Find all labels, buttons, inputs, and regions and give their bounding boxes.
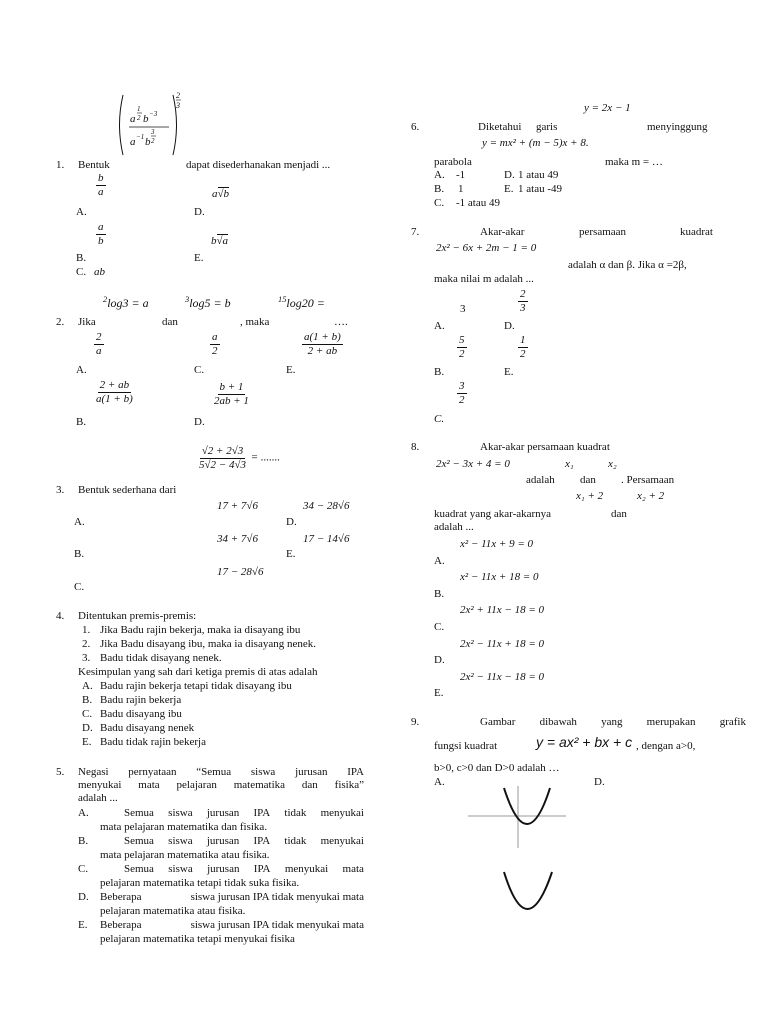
q1-option-b-value: $\frac{a}{b}$	[98, 221, 104, 247]
q4-premise: Jika Badu disayang ibu, maka ia disayang nenek.	[100, 638, 316, 650]
q2-option-d-value: $\frac{b + 1}{2ab + 1}$	[214, 381, 249, 407]
q4-option-d-text: Badu disayang nenek	[100, 722, 195, 734]
q4-premise-number: 1.	[82, 624, 91, 636]
q5-stem-line2: menyukai mata pelajaran matematika dan fisika”	[78, 779, 364, 791]
q4-premise: Jika Badu rajin bekerja, maka ia disayang ibu	[100, 624, 301, 636]
q3-option-e-label[interactable]: E.	[286, 548, 296, 560]
q3-option-b-value: 34 + 7√6	[217, 533, 258, 545]
q2-log1: $^2$log3 = a	[103, 295, 149, 310]
q7-option-b-label[interactable]: B.	[434, 366, 445, 378]
q6-option-e-text: 1 atau -49	[518, 183, 562, 195]
q5-option-a-line1: Semua siswa jurusan IPA tidak menyukai	[124, 807, 364, 819]
q5-stem-line1: Negasi pernyataan “Semua siswa jurusan IPA	[78, 766, 364, 778]
q6-option-c-text: -1 atau 49	[456, 197, 500, 209]
q9-dengan: , dengan a>0,	[636, 740, 696, 752]
q4-option-b-label[interactable]: B.	[82, 694, 93, 706]
svg-text:b: b	[143, 113, 149, 125]
q5-option-b-line2: mata pelajaran matematika atau fisika.	[100, 849, 270, 861]
q8-option-a-value: x² − 11x + 9 = 0	[460, 538, 534, 550]
svg-text:a: a	[130, 136, 136, 148]
q8-root-x2-plus-2: x₂ + 2	[637, 490, 665, 502]
q4-option-c-text: Badu disayang ibu	[100, 708, 182, 720]
q5-option-a-label[interactable]: A.	[78, 807, 89, 819]
q7-option-e-value: $\frac{1}{2}$	[520, 334, 526, 360]
q6-word-menyinggung: menyinggung	[647, 121, 708, 133]
q3-option-e-value: 17 − 14√6	[303, 533, 350, 545]
q4-option-e-label[interactable]: E.	[82, 736, 92, 748]
q6-option-b-text: 1	[458, 183, 464, 195]
q1-num-a: a	[130, 113, 136, 125]
q1-option-e-label[interactable]: E.	[194, 252, 204, 264]
q1-option-a-value: $\frac{b}{a}$	[98, 172, 104, 198]
q3-option-a-label[interactable]: A.	[74, 516, 85, 528]
q3-option-d-label[interactable]: D.	[286, 516, 297, 528]
q2-option-e-label[interactable]: E.	[286, 364, 296, 376]
q8-option-c-label[interactable]: C.	[434, 621, 445, 633]
q6-option-a-text: -1	[456, 169, 466, 181]
q4-option-a-label[interactable]: A.	[82, 680, 93, 692]
q4-premise-number: 3.	[82, 652, 91, 664]
q6-option-e-label[interactable]: E.	[504, 183, 514, 195]
q5-option-d-line2: pelajaran matematika atau fisika.	[100, 905, 246, 917]
q4-option-c-label[interactable]: C.	[82, 708, 93, 720]
q2-option-b-value: $\frac{2 + ab}{a(1 + b)}$	[96, 379, 133, 405]
q1-option-c-value: ab	[94, 266, 105, 278]
q5-stem-line3: adalah ...	[78, 792, 118, 804]
q1-number: 1.	[56, 159, 65, 171]
q9-expression: y = ax² + bx + c	[536, 734, 633, 750]
q1-option-e-value: b√a	[211, 235, 229, 247]
q7-stem-adalah: adalah α dan β. Jika α =2β,	[568, 259, 687, 271]
q8-option-d-value: 2x² − 11x + 18 = 0	[460, 638, 545, 650]
q5-option-d-label[interactable]: D.	[78, 891, 89, 903]
q6-word-diketahui: Diketahui	[478, 121, 522, 133]
q5-option-a-line2: mata pelajaran matematika dan fisika.	[100, 821, 268, 833]
q9-option-d-label[interactable]: D.	[594, 776, 605, 788]
q8-adalah: adalah	[526, 474, 555, 486]
q5-option-c-line1: Semua siswa jurusan IPA menyukai mata	[124, 863, 364, 875]
q5-number: 5.	[56, 766, 65, 778]
q1-option-d-value: a√b	[212, 188, 230, 200]
q5-option-d-line1: Beberapa siswa jurusan IPA tidak menyukai mata	[100, 891, 364, 903]
q5-option-b-line1: Semua siswa jurusan IPA tidak menyukai	[124, 835, 364, 847]
q1-option-c-label[interactable]: C.	[76, 266, 87, 278]
q6-parabola-label: parabola	[434, 156, 472, 168]
q4-option-b-text: Badu rajin bekerja	[100, 694, 182, 706]
q6-line-expression: y = 2x − 1	[584, 102, 631, 114]
q9-option-a-label[interactable]: A.	[434, 776, 445, 788]
q5-option-e-line2: pelajaran matematika tetapi menyukai fisika	[100, 933, 295, 945]
q1-stem: Bentuk	[78, 159, 110, 171]
q2-option-a-label[interactable]: A.	[76, 364, 87, 376]
q8-number: 8.	[411, 441, 420, 453]
parabola-curve	[504, 872, 552, 909]
q2-dan: dan	[162, 316, 178, 328]
q5-option-e-line1: Beberapa siswa jurusan IPA tidak menyukai mata	[100, 919, 364, 931]
q2-dots: ….	[334, 316, 348, 328]
q8-root-x1-plus-2: x₁ + 2	[576, 490, 604, 502]
q3-option-b-label[interactable]: B.	[74, 548, 85, 560]
q7-option-d-label[interactable]: D.	[504, 320, 515, 332]
q5-option-c-line2: pelajaran matematika tetapi tidak suka fisika.	[100, 877, 300, 889]
q9-option-b-graph[interactable]	[498, 868, 560, 917]
q7-option-a-value: 3	[460, 303, 466, 315]
q3-stem: Bentuk sederhana dari	[78, 484, 177, 496]
q7-option-e-label[interactable]: E.	[504, 366, 514, 378]
q4-number: 4.	[56, 610, 65, 622]
q9-number: 9.	[411, 716, 420, 728]
q7-option-a-label[interactable]: A.	[434, 320, 445, 332]
q3-number: 3.	[56, 484, 65, 496]
q5-option-e-label[interactable]: E.	[78, 919, 88, 931]
q2-option-b-label[interactable]: B.	[76, 416, 87, 428]
q7-word-akar: Akar-akar	[480, 226, 525, 238]
q2-maka: , maka	[240, 316, 270, 328]
q1-expression	[115, 89, 190, 166]
q3-option-c-label[interactable]: C.	[74, 581, 85, 593]
q6-option-a-label[interactable]: A.	[434, 169, 445, 181]
q2-number: 2.	[56, 316, 65, 328]
q6-option-c-label[interactable]: C.	[434, 197, 445, 209]
q2-log3: $^{15}$log20 =	[278, 295, 325, 310]
q8-kuadrat: kuadrat yang akar-akarnya	[434, 508, 552, 520]
q8-option-b-label[interactable]: B.	[434, 588, 445, 600]
q8-option-b-value: x² − 11x + 18 = 0	[460, 571, 539, 583]
q6-option-d-text: 1 atau 49	[518, 169, 559, 181]
q3-option-d-value: 34 − 28√6	[303, 500, 350, 512]
q7-number: 7.	[411, 226, 420, 238]
q6-option-b-label[interactable]: B.	[434, 183, 445, 195]
q4-premise-number: 2.	[82, 638, 91, 650]
q8-option-e-value: 2x² − 11x − 18 = 0	[460, 671, 545, 683]
svg-text:2: 2	[176, 91, 180, 100]
q4-option-e-text: Badu tidak rajin bekerja	[100, 736, 206, 748]
q8-root-x2: x₂	[608, 458, 617, 470]
q9-option-a-graph[interactable]	[466, 784, 570, 855]
q4-option-a-text: Badu rajin bekerja tetapi tidak disayang ibu	[100, 680, 292, 692]
q2-option-c-value: $\frac{a}{2}$	[212, 331, 218, 357]
q2-option-d-label[interactable]: D.	[194, 416, 205, 428]
q2-log2: $^3$log5 = b	[185, 295, 231, 310]
svg-text:3: 3	[151, 128, 155, 136]
q7-word-kuadrat: kuadrat	[680, 226, 713, 238]
q8-expression: 2x² − 3x + 4 = 0	[436, 458, 510, 470]
q9-stem-line3: b>0, c>0 dan D>0 adalah …	[434, 762, 560, 774]
q3-option-a-value: 17 + 7√6	[217, 500, 258, 512]
q8-option-d-label[interactable]: D.	[434, 654, 445, 666]
q1-option-a-label[interactable]: A.	[76, 206, 87, 218]
q8-option-a-label[interactable]: A.	[434, 555, 445, 567]
svg-text:b: b	[145, 136, 151, 148]
q6-parabola-expression: y = mx² + (m − 5)x + 8.	[482, 137, 589, 149]
q4-premise: Badu tidak disayang nenek.	[100, 652, 222, 664]
q4-intro: Ditentukan premis-premis:	[78, 610, 197, 622]
svg-text:−3: −3	[149, 110, 158, 118]
q8-dan: dan	[580, 474, 596, 486]
svg-text:1: 1	[137, 105, 141, 113]
q1-option-d-label[interactable]: D.	[194, 206, 205, 218]
q8-option-e-label[interactable]: E.	[434, 687, 444, 699]
q2-option-c-label[interactable]: C.	[194, 364, 205, 376]
q7-question: maka nilai m adalah ...	[434, 273, 534, 285]
q8-adalah2: adalah ...	[434, 521, 474, 533]
q5-option-b-label[interactable]: B.	[78, 835, 89, 847]
q7-option-d-value: $\frac{2}{3}$	[520, 288, 526, 314]
q8-persamaan: . Persamaan	[621, 474, 675, 486]
q3-option-c-value: 17 − 28√6	[217, 566, 264, 578]
svg-text:3: 3	[176, 101, 180, 110]
q7-expression: 2x² − 6x + 2m − 1 = 0	[436, 242, 537, 254]
q1-stem-tail: dapat disederhanakan menjadi ...	[186, 159, 331, 171]
q2-option-a-value: $\frac{2}{a}$	[96, 331, 102, 357]
q2-option-e-value: $\frac{a(1 + b)}{2 + ab}$	[304, 331, 341, 357]
q3-expression: $\frac{√2 + 2√3}{5√2 - 4√3}$ = .......	[199, 445, 281, 471]
q6-number: 6.	[411, 121, 420, 133]
q6-word-garis: garis	[536, 121, 558, 133]
svg-text:2: 2	[151, 137, 155, 145]
q7-option-c-value: $\frac{3}{2}$	[459, 380, 465, 406]
q5-option-c-label[interactable]: C.	[78, 863, 89, 875]
q6-question: maka m = …	[605, 156, 663, 168]
q8-option-c-value: 2x² + 11x − 18 = 0	[460, 604, 545, 616]
q7-option-c-label[interactable]: C.	[434, 413, 445, 425]
q9-stem-line1: Gambar dibawah yang merupakan grafik	[480, 716, 746, 728]
q9-fungsi: fungsi kuadrat	[434, 740, 498, 752]
svg-text:2: 2	[137, 114, 141, 122]
q7-option-b-value: $\frac{5}{2}$	[459, 334, 465, 360]
q2-jika: Jika	[78, 316, 96, 328]
parabola-curve	[504, 788, 550, 824]
q1-option-b-label[interactable]: B.	[76, 252, 87, 264]
q4-question: Kesimpulan yang sah dari ketiga premis di atas adalah	[78, 666, 318, 678]
q4-option-d-label[interactable]: D.	[82, 722, 93, 734]
q6-option-d-label[interactable]: D.	[504, 169, 515, 181]
q8-stem: Akar-akar persamaan kuadrat	[480, 441, 610, 453]
q8-dan2: dan	[611, 508, 627, 520]
q7-word-persamaan: persamaan	[579, 226, 627, 238]
svg-text:−1: −1	[136, 133, 145, 141]
q8-root-x1: x₁	[565, 458, 574, 470]
